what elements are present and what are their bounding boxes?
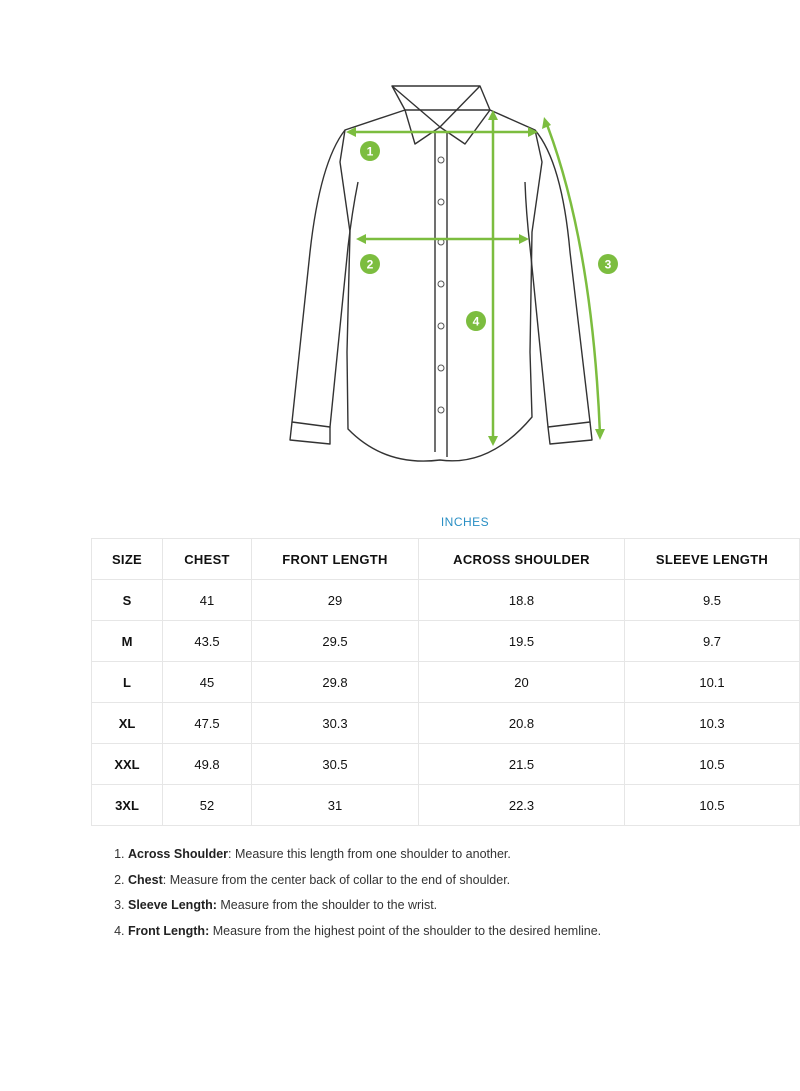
cell-sleeve-length: 10.3: [625, 703, 800, 744]
cell-chest: 43.5: [163, 621, 252, 662]
measurement-notes: [110, 845, 788, 947]
cell-size: XL: [92, 703, 163, 744]
cell-sleeve-length: 9.7: [625, 621, 800, 662]
shirt-buttons: [438, 157, 444, 413]
header-chest: CHEST: [163, 539, 252, 580]
svg-text:3: 3: [604, 257, 612, 272]
cell-front-length: 30.5: [252, 744, 419, 785]
cell-chest: 45: [163, 662, 252, 703]
left-sleeve-outline: [292, 130, 358, 427]
cell-chest: 52: [163, 785, 252, 826]
note-text: Measure from the center back of collar to the end of shoulder.: [166, 872, 511, 887]
cell-chest: 49.8: [163, 744, 252, 785]
cell-size: M: [92, 621, 163, 662]
collar-outline: [392, 86, 490, 144]
note-separator: :: [228, 847, 232, 861]
svg-text:4: 4: [472, 314, 480, 329]
svg-text:2: 2: [366, 257, 374, 272]
marker-3: [598, 254, 618, 274]
note-item: [128, 871, 788, 897]
table-row: [92, 580, 800, 621]
note-item: [128, 896, 788, 922]
cell-across-shoulder: 19.5: [419, 621, 625, 662]
header-sleeve-length: SLEEVE LENGTH: [625, 539, 800, 580]
marker-2: [360, 254, 380, 274]
marker-1: [360, 141, 380, 161]
cell-across-shoulder: 20: [419, 662, 625, 703]
cell-front-length: 29.8: [252, 662, 419, 703]
note-term: Chest: [128, 872, 163, 887]
cell-chest: 41: [163, 580, 252, 621]
cell-across-shoulder: 20.8: [419, 703, 625, 744]
note-item: [128, 845, 788, 871]
cell-across-shoulder: 22.3: [419, 785, 625, 826]
marker-4: [466, 311, 486, 331]
note-term: Sleeve Length:: [128, 898, 217, 912]
note-text: Measure from the shoulder to the wrist.: [216, 898, 438, 912]
svg-text:1: 1: [366, 144, 374, 159]
header-front-length: FRONT LENGTH: [252, 539, 419, 580]
table-row: [92, 662, 800, 703]
table-row: [92, 703, 800, 744]
note-text: Measure this length from one shoulder to another.: [231, 847, 511, 861]
note-text: Measure from the highest point of the shoulder to the desired hemline.: [209, 923, 602, 938]
cell-front-length: 29.5: [252, 621, 419, 662]
cell-sleeve-length: 9.5: [625, 580, 800, 621]
table-row: [92, 744, 800, 785]
cell-sleeve-length: 10.5: [625, 744, 800, 785]
cell-size: L: [92, 662, 163, 703]
note-term: Across Shoulder: [128, 847, 229, 861]
size-chart-table: [91, 538, 800, 826]
table-row: [92, 785, 800, 826]
cell-size: 3XL: [92, 785, 163, 826]
table-row: [92, 621, 800, 662]
header-across-shoulder: ACROSS SHOULDER: [419, 539, 625, 580]
table-header-row: [92, 539, 800, 580]
cell-sleeve-length: 10.5: [625, 785, 800, 826]
note-item: [128, 922, 788, 948]
right-sleeve-outline: [525, 130, 590, 427]
cell-across-shoulder: 18.8: [419, 580, 625, 621]
cell-sleeve-length: 10.1: [625, 662, 800, 703]
cell-chest: 47.5: [163, 703, 252, 744]
cell-size: XXL: [92, 744, 163, 785]
note-term: Front Length:: [128, 923, 210, 938]
cell-front-length: 31: [252, 785, 419, 826]
note-separator: :: [162, 872, 167, 887]
cell-across-shoulder: 21.5: [419, 744, 625, 785]
header-size: SIZE: [92, 539, 163, 580]
shirt-illustration: [280, 72, 620, 472]
cell-front-length: 29: [252, 580, 419, 621]
cell-size: S: [92, 580, 163, 621]
shirt-measurement-diagram: [280, 72, 620, 472]
unit-label: INCHES: [440, 515, 490, 529]
cell-front-length: 30.3: [252, 703, 419, 744]
